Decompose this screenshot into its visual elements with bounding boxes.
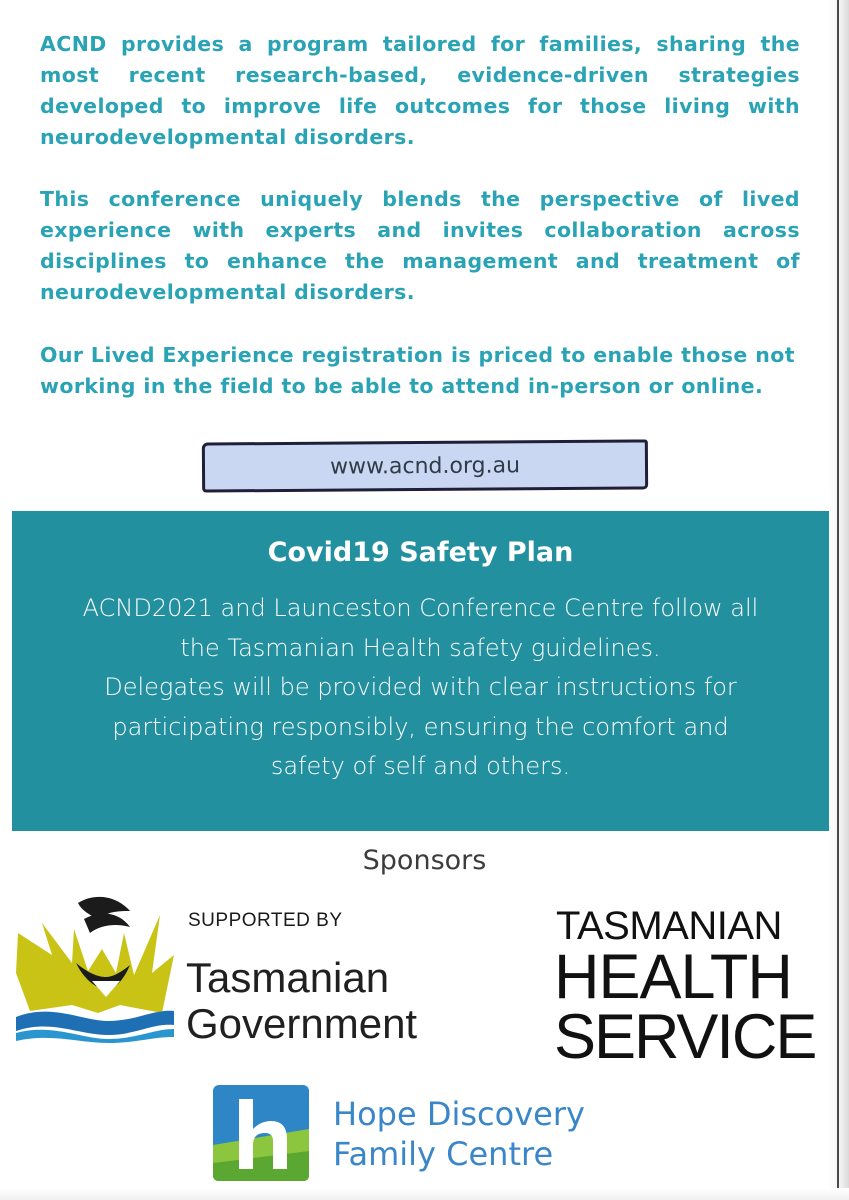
covid-line: Delegates will be provided with clear instructions for	[104, 673, 737, 701]
covid-line: the Tasmanian Health safety guidelines.	[180, 633, 661, 662]
covid-line: participating responsibly, ensuring the comfort and	[112, 712, 729, 741]
hope-discovery-name	[333, 1094, 585, 1174]
intro-paragraph-program: ACND provides a program tailored for families, sharing the most recent research-based, evidence-driven strategies developed to improve life outcomes for those living with neurodevelopmental disorders.	[40, 32, 800, 149]
scan-edge-right	[829, 0, 849, 1200]
tasmanian-government-name	[186, 955, 417, 1047]
tas-gov-line2: Government	[186, 1000, 418, 1047]
intro-paragraph-conference: This conference uniquely blends the perspective of lived experience with experts and invites collaboration across disciplines to enhance the management and treatment of neurodevelopmental disorders.	[40, 187, 800, 304]
supported-by-label: SUPPORTED BY	[188, 910, 343, 931]
covid-title: Covid19 Safety Plan	[267, 537, 574, 568]
intro-paragraph-registration: Our Lived Experience registration is priced to enable those not working in the field to be able to attend in-person or online.	[40, 343, 795, 398]
website-link-box[interactable]	[202, 439, 648, 492]
hope-discovery-h-logo-icon	[213, 1085, 309, 1181]
hope-line1: Hope Discovery	[333, 1095, 585, 1133]
ths-line2: HEALTH	[554, 942, 792, 1012]
covid-line: ACND2021 and Launceston Conference Centre follow all	[82, 594, 759, 622]
sponsors-heading: Sponsors	[362, 845, 487, 876]
covid-line: safety of self and others.	[270, 752, 571, 780]
tas-gov-line1: Tasmanian	[186, 954, 390, 1001]
covid-body	[42, 589, 799, 787]
covid-safety-panel	[12, 511, 829, 831]
ths-line3: SERVICE	[554, 1002, 816, 1072]
tasmanian-devil-logo-icon	[12, 893, 177, 1043]
website-url[interactable]: www.acnd.org.au	[329, 452, 521, 480]
scan-edge-bottom	[0, 1188, 849, 1200]
tasmanian-health-service-logo	[554, 904, 816, 1072]
hope-line2: Family Centre	[333, 1135, 554, 1173]
ths-line1: TASMANIAN	[556, 904, 782, 948]
